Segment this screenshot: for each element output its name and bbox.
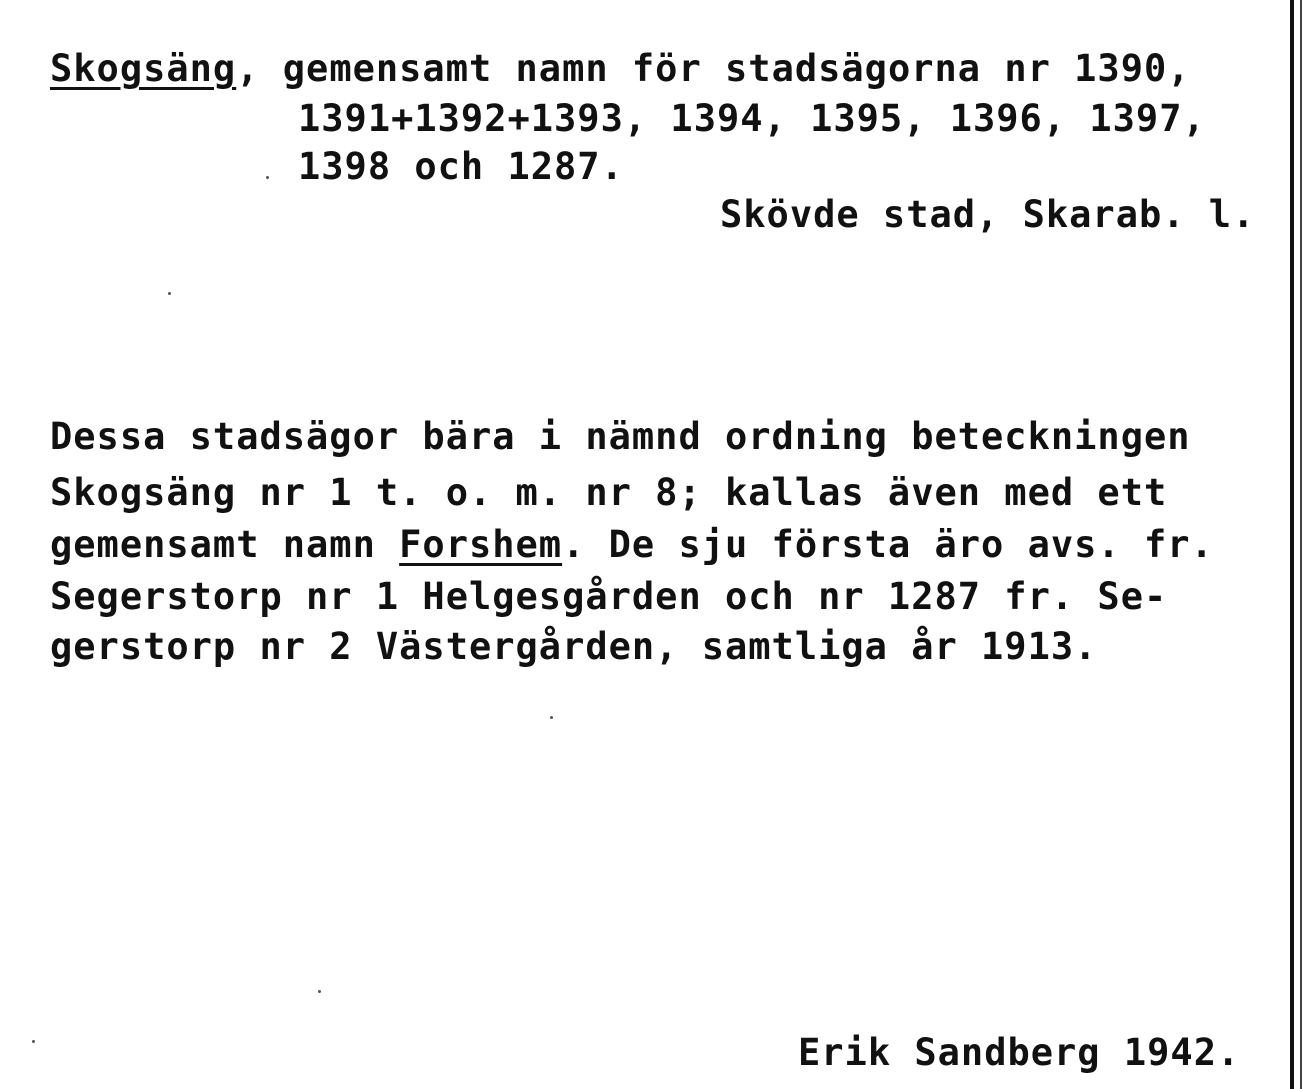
signature: Erik Sandberg 1942. — [798, 1031, 1241, 1074]
ink-speck — [318, 990, 321, 993]
card-right-edge — [1290, 0, 1294, 1089]
headword-definition: , gemensamt namn för stadsägorna nr 1390, — [236, 47, 1191, 90]
body-line-3 — [50, 522, 1214, 568]
body-line-4: Segerstorp nr 1 Helgesgården och nr 1287 fr. Se- — [50, 575, 1168, 618]
ink-speck — [32, 1040, 35, 1043]
ink-speck — [550, 716, 553, 719]
parcel-numbers-line: 1391+1392+1393, 1394, 1395, 1396, 1397, — [298, 97, 1206, 140]
headword: Skogsäng — [50, 47, 237, 90]
body-line-2: Skogsäng nr 1 t. o. m. nr 8; kallas även med ett — [50, 471, 1168, 514]
headword-line — [50, 46, 1191, 92]
forshem-name: Forshem — [399, 523, 563, 566]
card-right-edge-shadow — [1300, 0, 1302, 1089]
parcel-numbers-line-end: 1398 och 1287. — [298, 145, 624, 188]
body-line-5: gerstorp nr 2 Västergården, samtliga år 1913. — [50, 625, 1098, 668]
body-line-3-start: gemensamt namn — [50, 523, 400, 566]
ink-speck — [266, 176, 269, 179]
body-line-1: Dessa stadsägor bära i nämnd ordning beteckningen — [50, 415, 1191, 458]
body-line-3-end: . De sju första äro avs. fr. — [562, 523, 1214, 566]
location-line: Skövde stad, Skarab. l. — [720, 193, 1256, 236]
ink-speck — [168, 292, 171, 295]
